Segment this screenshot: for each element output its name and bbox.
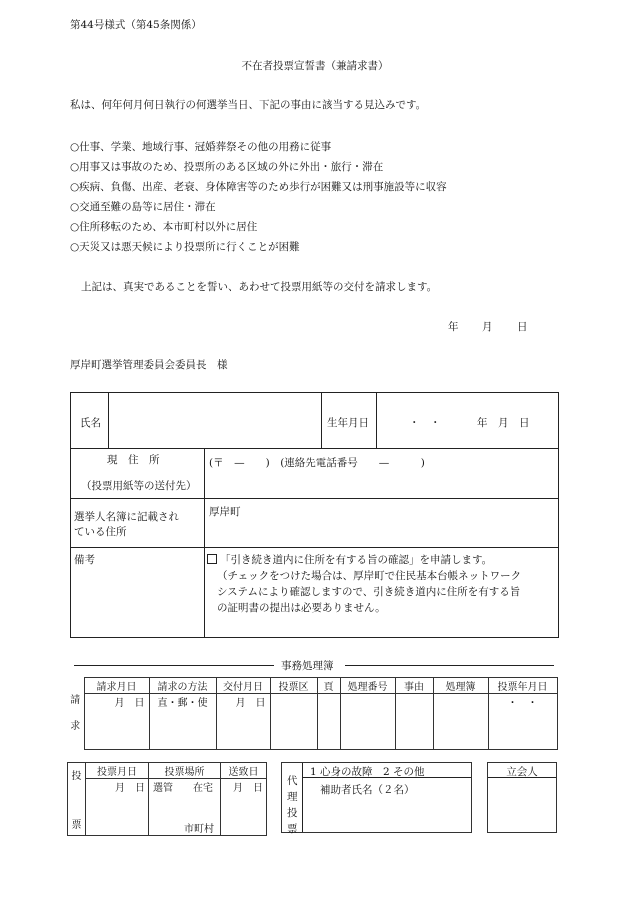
office-header: 処理簿	[433, 678, 488, 694]
office-cell[interactable]	[395, 694, 433, 750]
proxy-assistant-label: 補助者氏名（２名）	[320, 784, 415, 796]
vote-send-cell[interactable]: 月 日	[221, 779, 267, 836]
vote-date-cell[interactable]: 月 日	[86, 779, 149, 836]
vote-table	[67, 762, 267, 836]
office-cell[interactable]: ・ ・	[488, 694, 557, 750]
notes-line-1-text: 「引き続き道内に住所を有する旨の確認」を申請します。	[220, 554, 493, 566]
applicant-table	[70, 392, 559, 638]
reason-item: ○用事又は事故のため、投票所のある区域の外に外出・旅行・滞在	[70, 161, 384, 173]
vote-side-label: 投 票	[68, 763, 86, 836]
reason-item: ○仕事、学業、地域行事、冠婚葬祭その他の用務に従事	[70, 141, 332, 153]
notes-label: 備考	[74, 554, 95, 566]
form-number: 第44号様式（第45条関係）	[70, 19, 202, 31]
registry-label: 選挙人名簿に記載され	[74, 511, 179, 523]
witness-field[interactable]	[488, 778, 556, 832]
name-label: 氏名	[80, 417, 101, 429]
reason-item: ○天災又は悪天候により投票所に行くことが困難	[70, 241, 300, 253]
proxy-reason: 1 心身の故障 2 その他	[310, 766, 425, 778]
office-cell[interactable]	[317, 694, 340, 750]
office-divider-right	[345, 665, 554, 666]
date-year: 年	[448, 321, 459, 333]
office-divider-left	[74, 665, 274, 666]
office-cell[interactable]: 直・郵・使	[149, 694, 216, 750]
office-heading: 事務処理簿	[281, 660, 334, 672]
proxy-table	[281, 762, 472, 833]
office-header: 処理番号	[340, 678, 395, 694]
proxy-side-label: 代 理 投 票	[287, 775, 298, 835]
confirmation-checkbox[interactable]	[207, 554, 217, 564]
vote-header: 投票場所	[149, 763, 221, 779]
office-header: 事由	[395, 678, 433, 694]
office-header: 請求月日	[84, 678, 149, 694]
address-sublabel: （投票用紙等の送付先）	[81, 480, 197, 492]
intro-text: 私は、何年何月何日執行の何選挙当日、下記の事由に該当する見込みです。	[70, 99, 427, 111]
oath-text: 上記は、真実であることを誓い、あわせて投票用紙等の交付を請求します。	[81, 281, 438, 293]
notes-line-3: システムにより確認しますので、引き続き道内に住所を有する旨	[217, 586, 521, 598]
office-header: 頁	[317, 678, 340, 694]
office-header: 投票区	[270, 678, 317, 694]
office-cell[interactable]	[433, 694, 488, 750]
office-cell[interactable]: 月 日	[216, 694, 270, 750]
birthdate-dots: ・ ・	[409, 417, 441, 429]
witness-table	[487, 762, 557, 833]
name-field[interactable]	[109, 393, 321, 448]
notes-line-2: （チェックをつけた場合は、厚岸町で住民基本台帳ネットワーク	[217, 570, 522, 582]
vote-header: 送致日	[221, 763, 267, 779]
notes-line-1	[207, 552, 492, 567]
reason-item: ○住所移転のため、本市町村以外に居住	[70, 221, 258, 233]
witness-label: 立会人	[506, 766, 538, 778]
office-header: 投票年月日	[488, 678, 557, 694]
addressee: 厚岸町選挙管理委員会委員長 様	[70, 359, 228, 371]
birthdate-ymd: 年 月 日	[477, 417, 530, 429]
reason-item: ○疾病、負傷、出産、老衰、身体障害等のため歩行が困難又は刑事施設等に収容	[70, 181, 447, 193]
office-cell[interactable]: 月 日	[84, 694, 149, 750]
registry-address-field[interactable]: 厚岸町	[209, 506, 241, 518]
office-header: 交付月日	[216, 678, 270, 694]
notes-line-4: の証明書の提出は必要ありません。	[217, 602, 386, 614]
date-day: 日	[517, 321, 528, 333]
address-label: 現 住 所	[107, 454, 160, 466]
vote-header: 投票月日	[86, 763, 149, 779]
office-side-label: 請 求	[67, 678, 84, 750]
office-table	[67, 677, 558, 750]
reason-item: ○交通至難の島等に居住・滞在	[70, 201, 216, 213]
office-cell[interactable]	[340, 694, 395, 750]
registry-label-2: ている住所	[74, 526, 127, 538]
address-field[interactable]: (〒 — ) (連絡先電話番号 — )	[209, 457, 425, 469]
date-month: 月	[482, 321, 493, 333]
vote-place-cell[interactable]: 選管 在宅 市町村	[149, 779, 221, 836]
office-header: 請求の方法	[149, 678, 216, 694]
birthdate-label: 生年月日	[327, 417, 369, 429]
office-cell[interactable]	[270, 694, 317, 750]
form-title: 不在者投票宣誓書（兼請求書）	[241, 60, 389, 72]
birthdate-field[interactable]	[377, 393, 558, 448]
